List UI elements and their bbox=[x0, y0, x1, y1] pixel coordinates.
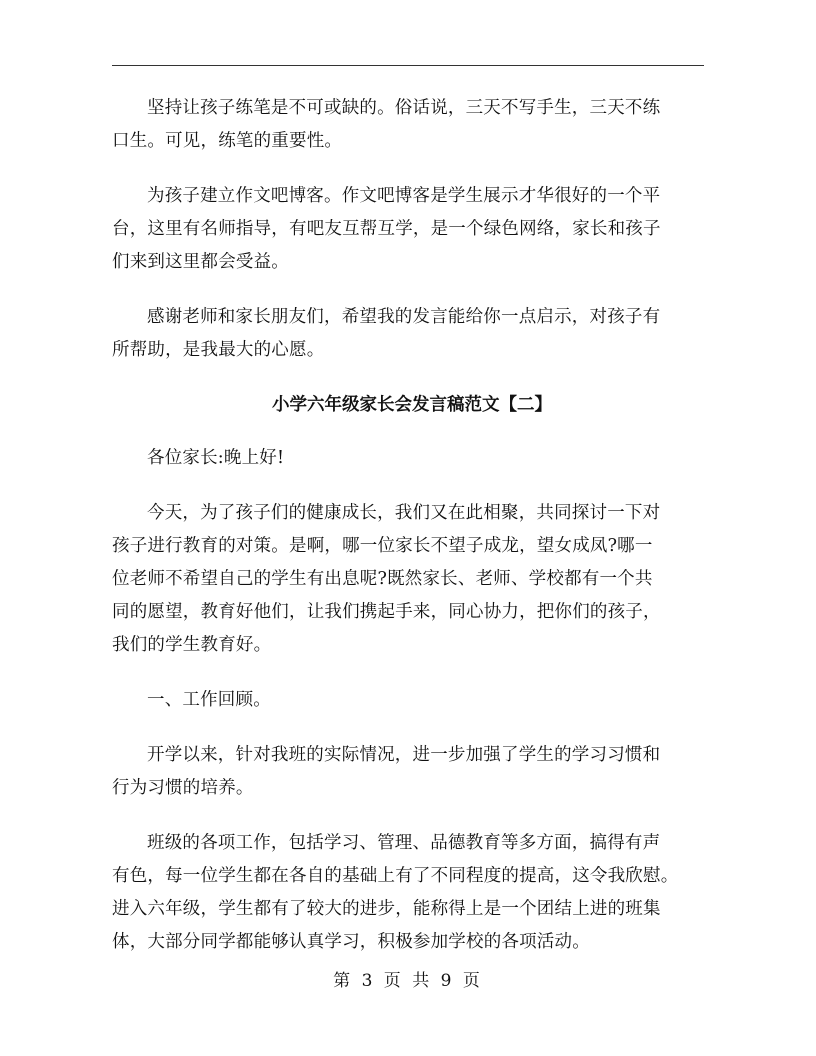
paragraph-line: 各位家长:晚上好! bbox=[147, 448, 285, 468]
section-title: 小学六年级家长会发言稿范文【二】 bbox=[272, 395, 552, 415]
paragraph bbox=[112, 301, 712, 367]
document-body bbox=[112, 92, 712, 981]
paragraph-line: 们来到这里都会受益。 bbox=[112, 252, 289, 272]
paragraph-line: 进入六年级，学生都有了较大的进步，能称得上是一个团结上进的班集 bbox=[112, 899, 661, 919]
paragraph-line: 孩子进行教育的对策。是啊，哪一位家长不望子成龙，望女成凤?哪一 bbox=[112, 536, 653, 556]
paragraph-line: 体，大部分同学都能够认真学习，积极参加学校的各项活动。 bbox=[112, 932, 590, 952]
paragraph-line: 所帮助，是我最大的心愿。 bbox=[112, 340, 325, 360]
paragraph-line: 行为习惯的培养。 bbox=[112, 778, 254, 798]
paragraph-line: 有色，每一位学生都在各自的基础上有了不同程度的提高，这令我欣慰。 bbox=[112, 866, 679, 886]
header-rule bbox=[112, 65, 704, 66]
paragraph-line: 为孩子建立作文吧博客。作文吧博客是学生展示才华很好的一个平 bbox=[147, 186, 661, 206]
paragraph-line: 我们的学生教育好。 bbox=[112, 635, 272, 655]
paragraph bbox=[112, 827, 712, 959]
paragraph-line: 位老师不希望自己的学生有出息呢?既然家长、老师、学校都有一个共 bbox=[112, 569, 653, 589]
paragraph-group-top bbox=[112, 92, 712, 367]
paragraph-line: 开学以来，针对我班的实际情况，进一步加强了学生的学习习惯和 bbox=[147, 745, 661, 765]
paragraph-line: 班级的各项工作，包括学习、管理、品德教育等多方面，搞得有声 bbox=[147, 833, 661, 853]
paragraph bbox=[112, 684, 712, 717]
paragraph-group-bottom bbox=[112, 442, 712, 959]
paragraph bbox=[112, 442, 712, 475]
paragraph-line: 感谢老师和家长朋友们，希望我的发言能给你一点启示，对孩子有 bbox=[147, 307, 661, 327]
paragraph bbox=[112, 497, 712, 662]
paragraph-line: 同的愿望，教育好他们，让我们携起手来，同心协力，把你们的孩子， bbox=[112, 602, 661, 622]
paragraph-line: 一、工作回顾。 bbox=[147, 690, 271, 710]
paragraph bbox=[112, 180, 712, 279]
paragraph-line: 今天，为了孩子们的健康成长，我们又在此相聚，共同探讨一下对 bbox=[147, 503, 661, 523]
page-number: 第 3 页 共 9 页 bbox=[333, 971, 483, 991]
paragraph-line: 坚持让孩子练笔是不可或缺的。俗话说，三天不写手生，三天不练 bbox=[147, 98, 661, 118]
paragraph-line: 口生。可见，练笔的重要性。 bbox=[112, 131, 343, 151]
paragraph bbox=[112, 739, 712, 805]
paragraph-line: 台，这里有名师指导，有吧友互帮互学，是一个绿色网络，家长和孩子 bbox=[112, 219, 661, 239]
paragraph bbox=[112, 92, 712, 158]
